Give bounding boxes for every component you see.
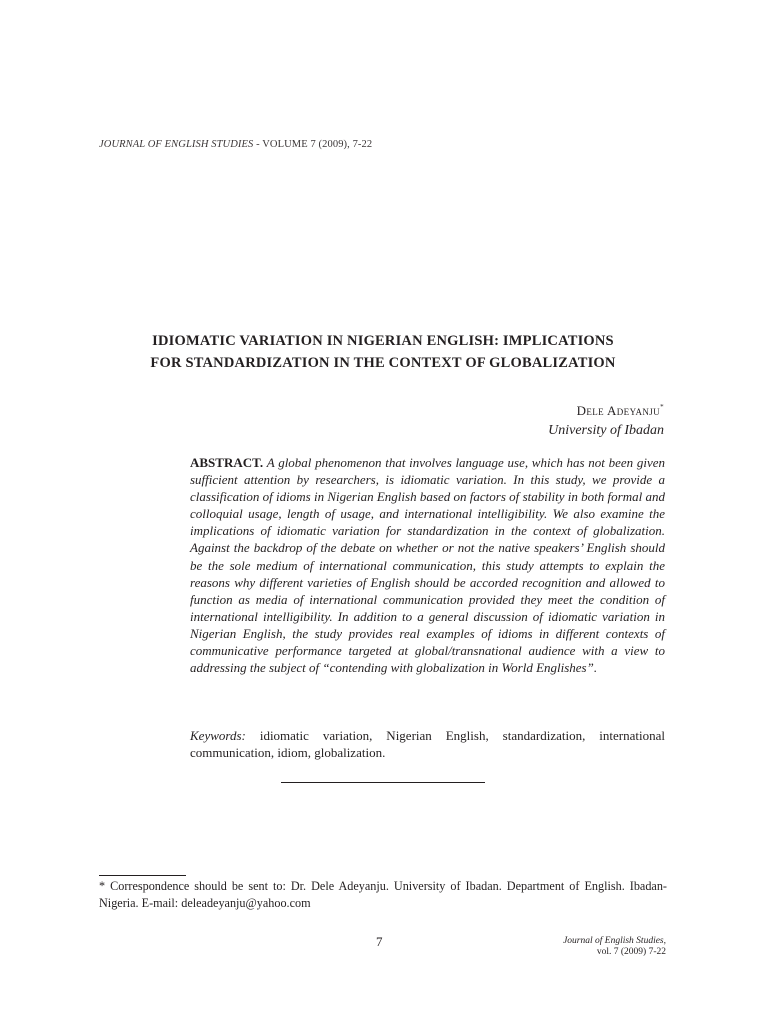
abstract-text: A global phenomenon that involves language use, which has not been given sufficient attention by researchers, is idiomatic variation. In this study, we provide a classification of idioms in Nigerian English based on factors of stability in both formal and colloquial usage, length of usage, and international intelligibility. We also examine the implications of idiomatic variation for standardization in the context of globalization. Against the backdrop of the debate on whether or not the native speakers’ English should be the sole medium of international communication, this study attempts to explain the reasons why different varieties of English should be accorded recognition and allowed to function as media of international communication provided they meet the condition of international intelligibility. In addition to a general discussion of idiomatic variation in Nigerian English, the study provides real examples of idioms in different contexts of communicative performance targeted at global/transnational audience with a view to addressing the subject of “contending with globalization in World Englishes”. bbox=[190, 455, 665, 676]
page-number: 7 bbox=[376, 934, 383, 949]
keywords-text: idiomatic variation, Nigerian English, standardization, international communication, idiom, globalization. bbox=[190, 728, 666, 761]
abstract bbox=[190, 454, 665, 676]
author-name-line bbox=[548, 397, 664, 421]
footnote-divider bbox=[99, 875, 186, 876]
author-block bbox=[548, 397, 664, 441]
abstract-label: ABSTRACT. bbox=[190, 455, 264, 470]
section-divider bbox=[281, 782, 485, 783]
keywords bbox=[190, 727, 665, 761]
title-line-2: FOR STANDARDIZATION IN THE CONTEXT OF GLOBALIZATION bbox=[150, 355, 616, 371]
paper-title bbox=[100, 330, 666, 374]
author-footnote-marker: * bbox=[660, 403, 664, 411]
footer-citation-volume: vol. 7 (2009) 7-22 bbox=[596, 946, 666, 957]
running-head bbox=[99, 139, 372, 150]
author-name: Dele Adeyanju bbox=[576, 403, 661, 418]
journal-volume: - VOLUME 7 (2009), 7-22 bbox=[253, 139, 373, 150]
author-affiliation: University of Ibadan bbox=[548, 423, 664, 438]
footer-citation bbox=[563, 936, 666, 957]
journal-name: JOURNAL OF ENGLISH STUDIES bbox=[99, 139, 254, 150]
keywords-label: Keywords: bbox=[190, 728, 246, 743]
title-line-1: IDIOMATIC VARIATION IN NIGERIAN ENGLISH: IMPLICATIONS bbox=[152, 333, 614, 349]
footnote: * Correspondence should be sent to: Dr. Dele Adeyanju. University of Ibadan. Department of English. Ibadan-Nigeria. E-mail: deleadeyanju@yahoo.com bbox=[99, 879, 667, 910]
footer-citation-journal: Journal of English Studies, bbox=[563, 936, 666, 946]
